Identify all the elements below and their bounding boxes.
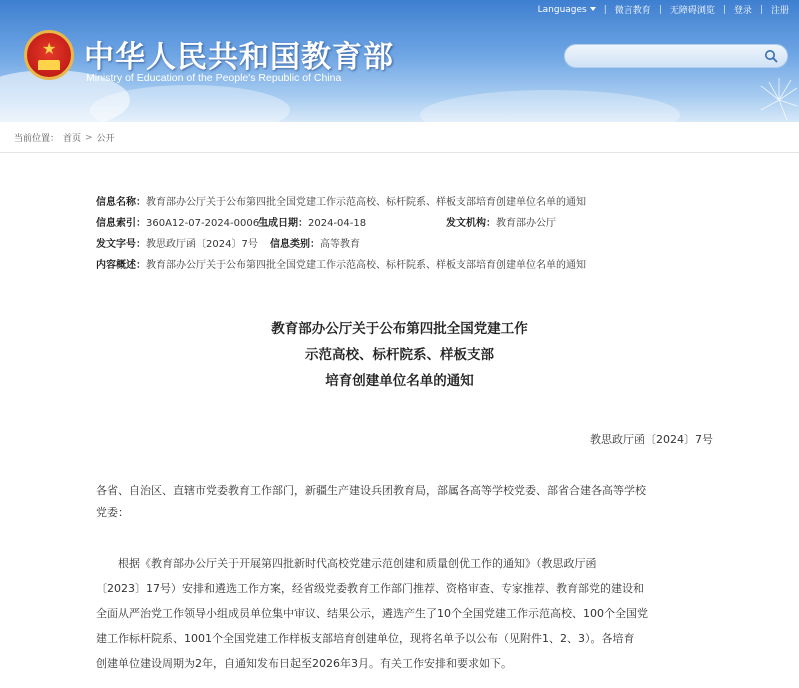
search-box	[564, 44, 788, 68]
document-title-line: 教育部办公厅关于公布第四批全国党建工作	[271, 321, 528, 337]
search-input[interactable]	[575, 48, 755, 64]
meta-summary-label: 内容概述：	[96, 260, 146, 271]
document-title-line: 示范高校、标杆院系、样板支部	[305, 347, 494, 363]
meta-docno-value: 教思政厅函〔2024〕7号	[146, 239, 258, 250]
star-icon: ★	[42, 39, 57, 58]
divider: |	[603, 4, 607, 15]
paragraph-line: 全面从严治党工作领导小组成员单位集中审议、结果公示，遴选产生了10个全国党建工作示范高校、100个全国党	[96, 607, 648, 620]
accessibility-link[interactable]: 无障碍浏览	[669, 6, 715, 16]
paragraph-line: 〔2023〕17号）安排和遴选工作方案，经省级党委教育工作部门推荐、资格审查、专家推荐、教育部党的建设和	[96, 582, 644, 595]
meta-issuer-label: 发文机构：	[446, 218, 496, 229]
divider: |	[759, 4, 763, 15]
paragraph-line: 创建单位建设周期为2年，自通知发布日起至2026年3月。有关工作安排和要求如下。	[96, 657, 512, 670]
top-links	[538, 3, 789, 16]
paragraph-line: 根据《教育部办公厅关于开展第四批新时代高校党建示范创建和质量创优工作的通知》（教思政厅函	[118, 557, 597, 570]
breadcrumb-home[interactable]: 首页	[63, 134, 82, 144]
site-subtitle: Ministry of Education of the People's Republic of China	[86, 72, 342, 84]
addressee-line: 党委：	[96, 506, 129, 519]
meta-name-value: 教育部办公厅关于公布第四批全国党建工作示范高校、标杆院系、样板支部培育创建单位名单的通知	[146, 197, 586, 208]
tiananmen-icon	[38, 60, 60, 70]
breadcrumb-current[interactable]: 公开	[96, 134, 115, 144]
cloud-decoration	[420, 90, 680, 122]
meta-issuer-value: 教育部办公厅	[496, 218, 556, 229]
breadcrumb-label: 当前位置：	[14, 134, 60, 144]
breadcrumb	[14, 131, 115, 144]
meta-name-label: 信息名称：	[96, 197, 146, 208]
meta-index-label: 信息索引：	[96, 218, 146, 229]
meta-category-label: 信息类别：	[270, 239, 320, 250]
addressee-line: 各省、自治区、直辖市党委教育工作部门，新疆生产建设兵团教育局，部属各高等学校党委、部省合建各高等学校	[96, 484, 646, 497]
paragraph-line: 建工作标杆院系、1001个全国党建工作样板支部培育创建单位，现将名单予以公布（见附件1、2、3）。各培育	[96, 632, 635, 645]
languages-link[interactable]: Languages	[538, 5, 596, 15]
site-title[interactable]: 中华人民共和国教育部	[84, 40, 394, 75]
divider: |	[722, 4, 726, 15]
site-header	[0, 0, 799, 122]
document-metadata	[96, 192, 586, 276]
meta-date-label: 生成日期：	[258, 218, 308, 229]
login-link[interactable]: 登录	[733, 6, 752, 16]
register-link[interactable]: 注册	[770, 6, 789, 16]
divider: |	[658, 4, 662, 15]
meta-summary-value: 教育部办公厅关于公布第四批全国党建工作示范高校、标杆院系、样板支部培育创建单位名单的通知	[146, 260, 586, 271]
meta-category-value: 高等教育	[320, 239, 360, 250]
divider	[0, 152, 799, 153]
national-emblem-logo[interactable]	[24, 30, 74, 80]
chevron-right-icon: >	[85, 132, 93, 143]
dandelion-decoration	[739, 70, 799, 122]
meta-index-value: 360A12-07-2024-0006-1	[146, 218, 270, 229]
document-number: 教思政厅函〔2024〕7号	[590, 433, 713, 446]
meta-date-value: 2024-04-18	[308, 218, 367, 229]
meta-docno-label: 发文字号：	[96, 239, 146, 250]
search-icon[interactable]	[764, 49, 778, 63]
document-title-line: 培育创建单位名单的通知	[325, 373, 474, 389]
weibo-link[interactable]: 微言教育	[614, 6, 651, 16]
chevron-down-icon	[590, 7, 596, 11]
